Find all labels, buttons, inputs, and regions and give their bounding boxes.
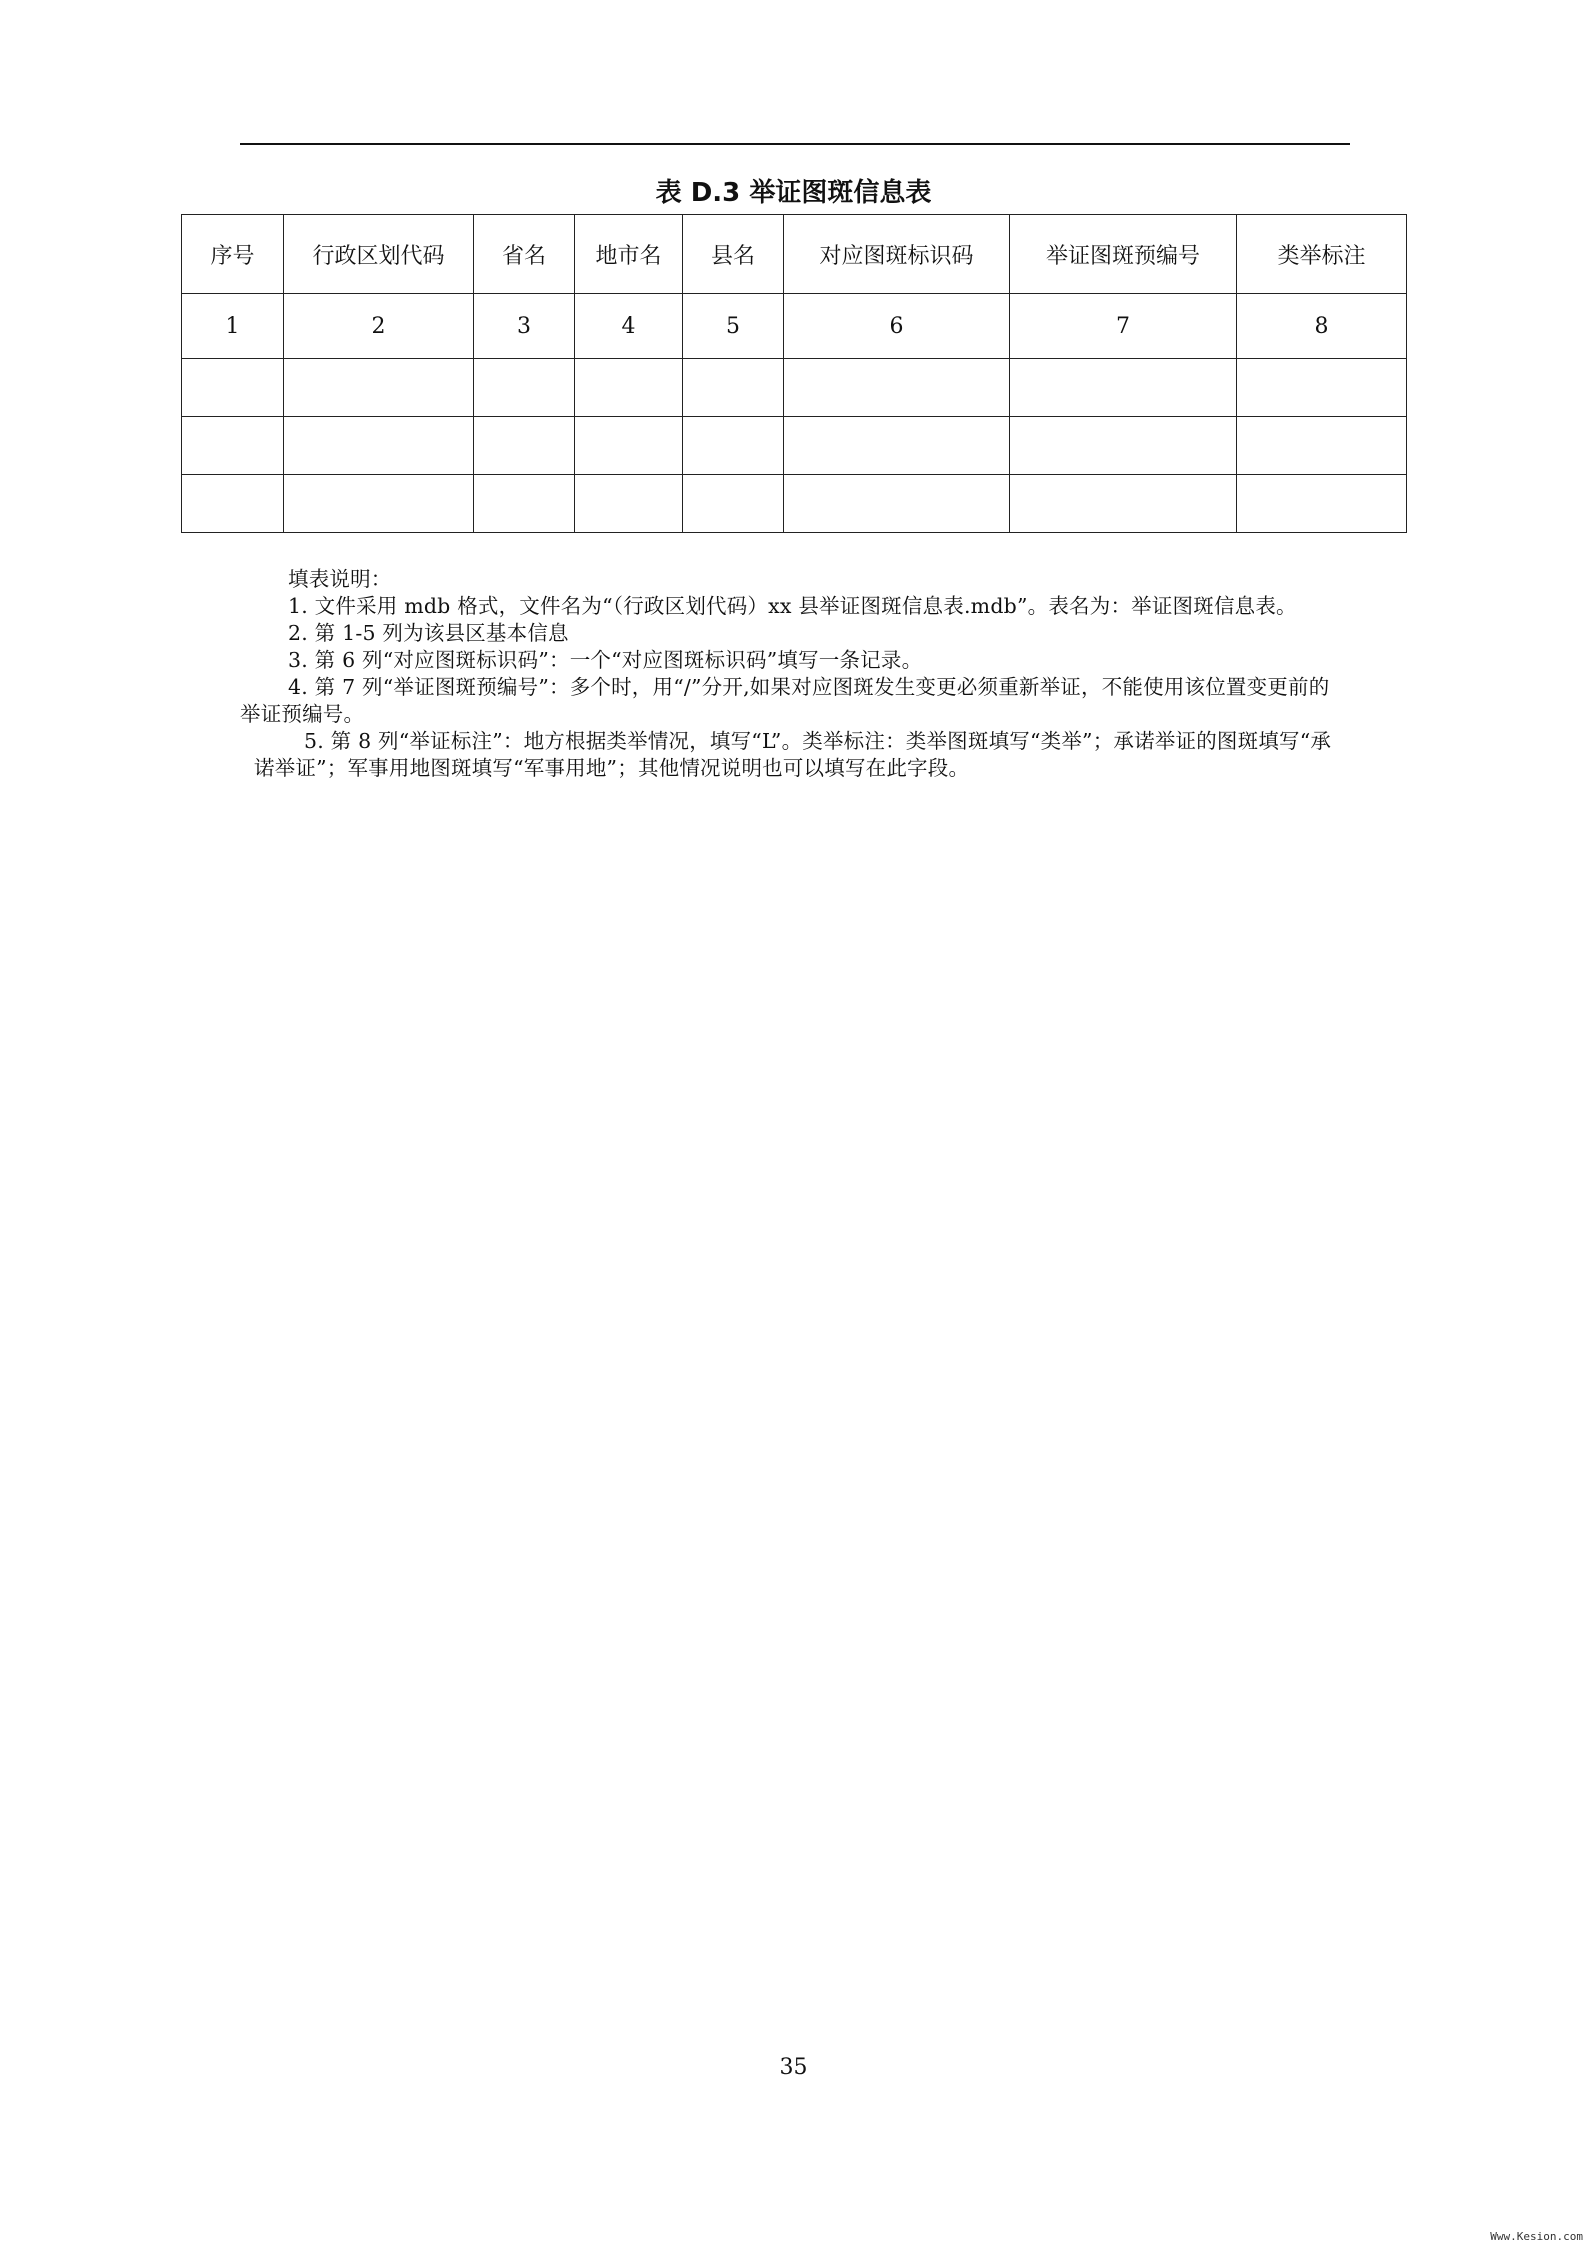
empty-cell [683, 475, 784, 533]
empty-cell [474, 475, 575, 533]
empty-cell [474, 417, 575, 475]
instruction-item: 3. 第 6 列“对应图斑标识码”：一个“对应图斑标识码”填写一条记录。 [288, 648, 923, 672]
column-number-cell: 6 [784, 294, 1010, 359]
instructions-heading: 填表说明： [288, 567, 392, 591]
empty-cell [1010, 359, 1237, 417]
empty-cell [575, 417, 683, 475]
header-cell: 省名 [474, 215, 575, 294]
empty-row [182, 475, 1407, 533]
empty-cell [284, 417, 474, 475]
filling-instructions [240, 566, 1350, 782]
empty-cell [182, 475, 284, 533]
empty-cell [1010, 475, 1237, 533]
empty-cell [683, 417, 784, 475]
header-cell: 对应图斑标识码 [784, 215, 1010, 294]
empty-cell [182, 359, 284, 417]
empty-cell [784, 359, 1010, 417]
header-cell: 类举标注 [1237, 215, 1407, 294]
empty-cell [1237, 359, 1407, 417]
empty-row [182, 417, 1407, 475]
header-rule [240, 143, 1350, 145]
empty-cell [1237, 475, 1407, 533]
instruction-item: 2. 第 1-5 列为该县区基本信息 [288, 621, 569, 645]
empty-cell [284, 359, 474, 417]
column-number-cell: 8 [1237, 294, 1407, 359]
instruction-item: 4. 第 7 列“举证图斑预编号”：多个时，用“/”分开,如果对应图斑发生变更必须重新举证，不能使用该位置变更前的举证预编号。 [240, 675, 1330, 726]
column-number-cell: 1 [182, 294, 284, 359]
header-cell: 县名 [683, 215, 784, 294]
column-number-row [182, 294, 1407, 359]
column-number-cell: 7 [1010, 294, 1237, 359]
table-header-row [182, 215, 1407, 294]
instruction-item: 1. 文件采用 mdb 格式，文件名为“（行政区划代码）xx 县举证图斑信息表.mdb”。表名为：举证图斑信息表。 [288, 594, 1297, 618]
empty-cell [182, 417, 284, 475]
page-number: 35 [779, 2055, 808, 2080]
empty-cell [474, 359, 575, 417]
header-cell: 举证图斑预编号 [1010, 215, 1237, 294]
empty-cell [683, 359, 784, 417]
column-number-cell: 5 [683, 294, 784, 359]
empty-cell [784, 475, 1010, 533]
column-number-cell: 3 [474, 294, 575, 359]
empty-cell [575, 475, 683, 533]
column-number-cell: 2 [284, 294, 474, 359]
evidence-info-table [181, 214, 1407, 533]
table-title: 表 D.3 举证图斑信息表 [655, 178, 932, 208]
empty-cell [1010, 417, 1237, 475]
header-cell: 序号 [182, 215, 284, 294]
instruction-item: 5. 第 8 列“举证标注”：地方根据类举情况，填写“L”。类举标注：类举图斑填写“类举”；承诺举证的图斑填写“承诺举证”；军事用地图斑填写“军事用地”；其他情况说明也可以填写在此字段。 [254, 729, 1332, 780]
empty-cell [284, 475, 474, 533]
header-cell: 行政区划代码 [284, 215, 474, 294]
empty-cell [1237, 417, 1407, 475]
empty-cell [575, 359, 683, 417]
header-cell: 地市名 [575, 215, 683, 294]
site-watermark: Www.Kesion.com [1490, 2230, 1583, 2243]
empty-row [182, 359, 1407, 417]
column-number-cell: 4 [575, 294, 683, 359]
empty-cell [784, 417, 1010, 475]
